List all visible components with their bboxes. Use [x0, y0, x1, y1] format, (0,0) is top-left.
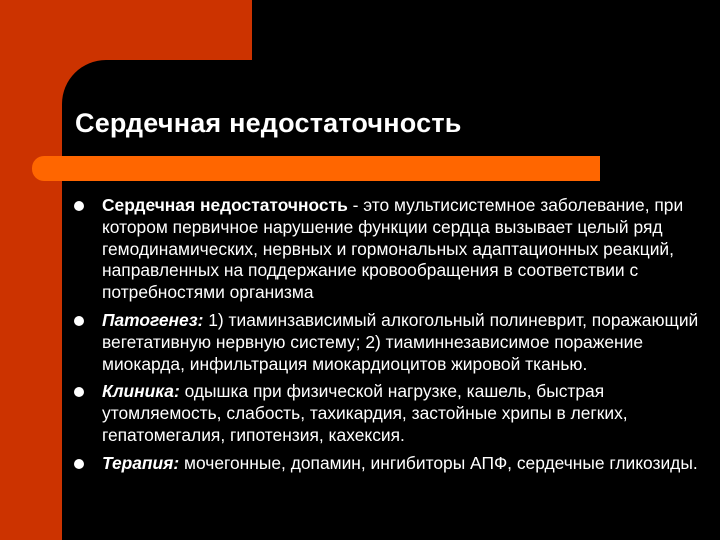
- slide-title: Сердечная недостаточность: [75, 108, 462, 138]
- bullet-list: [74, 195, 704, 481]
- bullet-icon: [74, 459, 84, 469]
- item-term: Сердечная недостаточность: [102, 195, 348, 215]
- bullet-item-pathogenesis: [74, 310, 704, 375]
- bullet-item-definition: [74, 195, 704, 304]
- bullet-icon: [74, 201, 84, 211]
- bullet-icon: [74, 387, 84, 397]
- item-term: Патогенез:: [102, 309, 204, 330]
- accent-bar: [32, 156, 600, 181]
- item-term: Терапия:: [102, 452, 180, 473]
- bullet-icon: [74, 316, 84, 326]
- item-text: мочегонные, допамин, ингибиторы АПФ, сердечные гликозиды.: [179, 452, 698, 473]
- bullet-item-clinic: [74, 381, 704, 446]
- item-term: Клиника:: [102, 381, 180, 402]
- orange-left-strip: [0, 60, 62, 540]
- item-text: 1) тиаминзависимый алкогольный полиневрит, поражающий вегетативную нервную систему; 2) тиаминнезависимое поражение миокарда, инфильтрация миокардиоцитов жировой тканью.: [102, 309, 699, 374]
- item-text: одышка при физической нагрузке, кашель, быстрая утомляемость, слабость, тахикардия, застойные хрипы в легких, гепатомегалия, гипотензия, кахексия.: [102, 381, 628, 445]
- bullet-item-therapy: [74, 453, 704, 475]
- item-text: - это мультисистемное заболевание, при котором первичное нарушение функции сердца вызывает целый ряд гемодинамических, нервных и гормональных адаптационных реакций, направленных на поддержание кровообращения в соответствии с потребностями организма: [102, 195, 684, 303]
